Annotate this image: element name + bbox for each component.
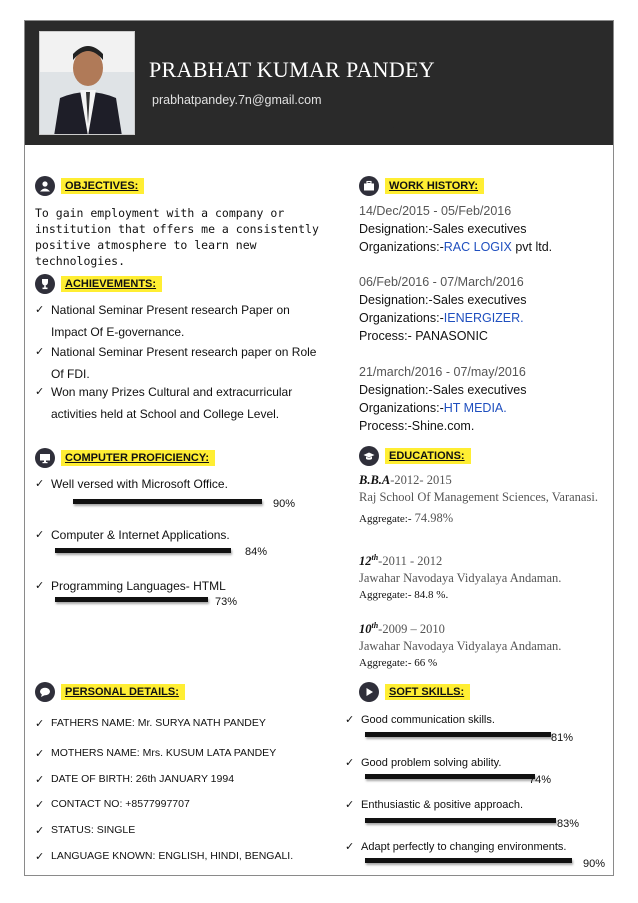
check-icon: ✓	[35, 825, 45, 837]
designation-label: Designation:	[359, 293, 429, 307]
monitor-icon	[35, 448, 55, 468]
skill-item	[35, 577, 226, 595]
personal-item	[35, 850, 293, 863]
work-designation	[359, 291, 526, 309]
org-name: RAC LOGIX	[443, 240, 512, 254]
check-icon: ✓	[35, 478, 45, 490]
soft-skill-item	[345, 796, 523, 814]
school-name: Raj School Of Management Sciences, Varanasi.	[359, 490, 598, 504]
check-icon: ✓	[35, 774, 45, 786]
work-dates: 14/Dec/2015 - 05/Feb/2016	[359, 204, 512, 218]
personal-text: MOTHERS NAME: Mrs. KUSUM LATA PANDEY	[51, 747, 277, 759]
trophy-icon	[35, 274, 55, 294]
work-designation	[359, 381, 526, 399]
soft-skill-bar-fill	[365, 732, 551, 737]
personal-item	[35, 824, 135, 837]
skill-percent: 84%	[245, 546, 268, 558]
work-process: Process:- PANASONIC	[359, 329, 488, 343]
education-heading	[359, 445, 471, 467]
degree-name: 10	[359, 622, 372, 637]
skill-label: Programming Languages- HTML	[51, 579, 226, 593]
soft-skill-label: Good communication skills.	[361, 714, 495, 726]
aggregate-label: Aggregate:-	[359, 513, 412, 525]
soft-skill-bar-fill	[365, 774, 535, 779]
objectives-title: OBJECTIVES:	[61, 178, 144, 194]
skill-percent: 90%	[273, 498, 296, 510]
user-icon	[35, 176, 55, 196]
work-dates: 06/Feb/2016 - 07/March/2016	[359, 275, 524, 289]
education-years: -2011 - 2012	[378, 554, 443, 569]
objectives-heading	[35, 175, 144, 197]
profile-photo	[39, 31, 135, 135]
achievements-heading	[35, 273, 162, 295]
personal-item	[35, 747, 276, 760]
skill-bar-fill	[55, 597, 208, 602]
header-banner	[25, 21, 614, 145]
school-name: Jawahar Navodaya Vidyalaya Andaman.	[359, 639, 562, 654]
education-entry	[359, 472, 613, 528]
skill-label: Well versed with Microsoft Office.	[51, 477, 228, 491]
org-label: Organizations:-	[359, 240, 444, 254]
degree-name: B.B.A	[359, 473, 391, 487]
check-icon: ✓	[35, 580, 45, 592]
soft-skill-percent: 74%	[529, 774, 552, 786]
soft-skill-percent: 83%	[557, 818, 580, 830]
work-entry	[359, 202, 552, 256]
check-icon: ✓	[35, 386, 45, 398]
check-icon: ✓	[35, 799, 45, 811]
designation-label: Designation:	[359, 222, 429, 236]
check-icon: ✓	[35, 748, 45, 760]
work-heading	[359, 175, 484, 197]
achievements-title: ACHIEVEMENTS:	[61, 276, 162, 292]
check-icon: ✓	[35, 718, 45, 730]
education-years: -2009 – 2010	[378, 622, 445, 637]
soft-skill-item	[345, 711, 495, 729]
achievement-line: Of FDI.	[51, 367, 90, 381]
personal-text: STATUS: SINGLE	[51, 824, 136, 836]
personal-item	[35, 798, 190, 811]
personal-text: LANGUAGE KNOWN: ENGLISH, HINDI, BENGALI.	[51, 850, 294, 862]
education-entry	[359, 617, 613, 672]
education-years: -2012- 2015	[390, 473, 452, 487]
education-entry	[359, 549, 613, 604]
check-icon: ✓	[345, 714, 355, 726]
soft-skill-item	[345, 754, 501, 772]
soft-skill-bar-fill	[365, 858, 572, 863]
soft-skill-label: Good problem solving ability.	[361, 757, 502, 769]
briefcase-icon	[359, 176, 379, 196]
designation-value: -Sales executives	[428, 222, 527, 236]
soft-skill-percent: 90%	[583, 858, 606, 870]
check-icon: ✓	[345, 841, 355, 853]
personal-text: DATE OF BIRTH: 26th JANUARY 1994	[51, 773, 235, 785]
check-icon: ✓	[345, 757, 355, 769]
soft-skill-label: Enthusiastic & positive approach.	[361, 799, 524, 811]
org-name: IENERGIZER.	[443, 311, 524, 325]
work-title: WORK HISTORY:	[385, 178, 484, 194]
candidate-name: PRABHAT KUMAR PANDEY	[149, 57, 435, 82]
aggregate	[359, 510, 613, 528]
skill-label: Computer & Internet Applications.	[51, 528, 230, 542]
soft-skills-title: SOFT SKILLS:	[385, 684, 470, 700]
achievement-line: National Seminar Present research paper on Role	[51, 345, 317, 359]
education-title: EDUCATIONS:	[385, 448, 471, 464]
work-organization	[359, 238, 552, 256]
work-process: Process:-Shine.com.	[359, 419, 475, 433]
school-name: Jawahar Navodaya Vidyalaya Andaman.	[359, 571, 562, 586]
degree-name: 12	[359, 554, 372, 569]
achievement-item	[35, 343, 355, 383]
personal-text: CONTACT NO: +8577997707	[51, 798, 190, 810]
skill-percent: 73%	[215, 596, 238, 608]
work-dates: 21/march/2016 - 07/may/2016	[359, 365, 526, 379]
personal-item	[35, 773, 234, 786]
objectives-text: To gain employment with a company or institution that offers me a consistently positive atmosphere to learn new technologies.	[35, 206, 319, 268]
check-icon: ✓	[35, 304, 45, 316]
designation-value: -Sales executives	[428, 293, 527, 307]
degree-suffix: th	[371, 553, 379, 562]
achievement-item	[35, 301, 355, 341]
check-icon: ✓	[345, 799, 355, 811]
check-icon: ✓	[35, 851, 45, 863]
work-entry	[359, 273, 526, 345]
soft-skills-heading	[359, 681, 470, 703]
check-icon: ✓	[35, 346, 45, 358]
personal-text: FATHERS NAME: Mr. SURYA NATH PANDEY	[51, 717, 266, 729]
org-label: Organizations:-	[359, 311, 444, 325]
graduation-cap-icon	[359, 446, 379, 466]
achievement-line: Won many Prizes Cultural and extracurricular	[51, 385, 293, 399]
achievement-item	[35, 383, 355, 423]
skill-bar-fill	[55, 548, 231, 553]
personal-heading	[35, 681, 185, 703]
skill-bar-fill	[73, 499, 262, 504]
work-organization	[359, 309, 526, 327]
chat-icon	[35, 682, 55, 702]
degree-suffix: th	[371, 621, 379, 630]
personal-item	[35, 717, 266, 730]
org-suffix: pvt ltd.	[511, 240, 553, 254]
resume-page	[24, 20, 614, 876]
work-designation	[359, 220, 552, 238]
skill-item	[35, 526, 230, 544]
soft-skill-item	[345, 838, 566, 856]
org-label: Organizations:-	[359, 401, 444, 415]
computer-title: COMPUTER PROFICIENCY:	[61, 450, 215, 466]
candidate-email[interactable]: prabhatpandey.7n@gmail.com	[152, 93, 322, 107]
org-name: HT MEDIA.	[443, 401, 507, 415]
achievement-line: Impact Of E-governance.	[51, 325, 185, 339]
work-organization	[359, 399, 526, 417]
achievement-line: activities held at School and College Level.	[51, 407, 280, 421]
soft-skill-label: Adapt perfectly to changing environments.	[361, 841, 567, 853]
designation-label: Designation:	[359, 383, 429, 397]
soft-skill-percent: 81%	[551, 732, 574, 744]
computer-heading	[35, 447, 215, 469]
play-icon	[359, 682, 379, 702]
achievement-line: National Seminar Present research Paper on	[51, 303, 290, 317]
skill-item	[35, 475, 228, 493]
aggregate-value: 74.98%	[411, 511, 454, 525]
aggregate: Aggregate:- 66 %	[359, 657, 438, 670]
check-icon: ✓	[35, 529, 45, 541]
personal-title: PERSONAL DETAILS:	[61, 684, 185, 700]
designation-value: -Sales executives	[428, 383, 527, 397]
soft-skill-bar-fill	[365, 818, 556, 823]
work-entry	[359, 363, 526, 435]
aggregate: Aggregate:- 84.8 %.	[359, 589, 449, 602]
